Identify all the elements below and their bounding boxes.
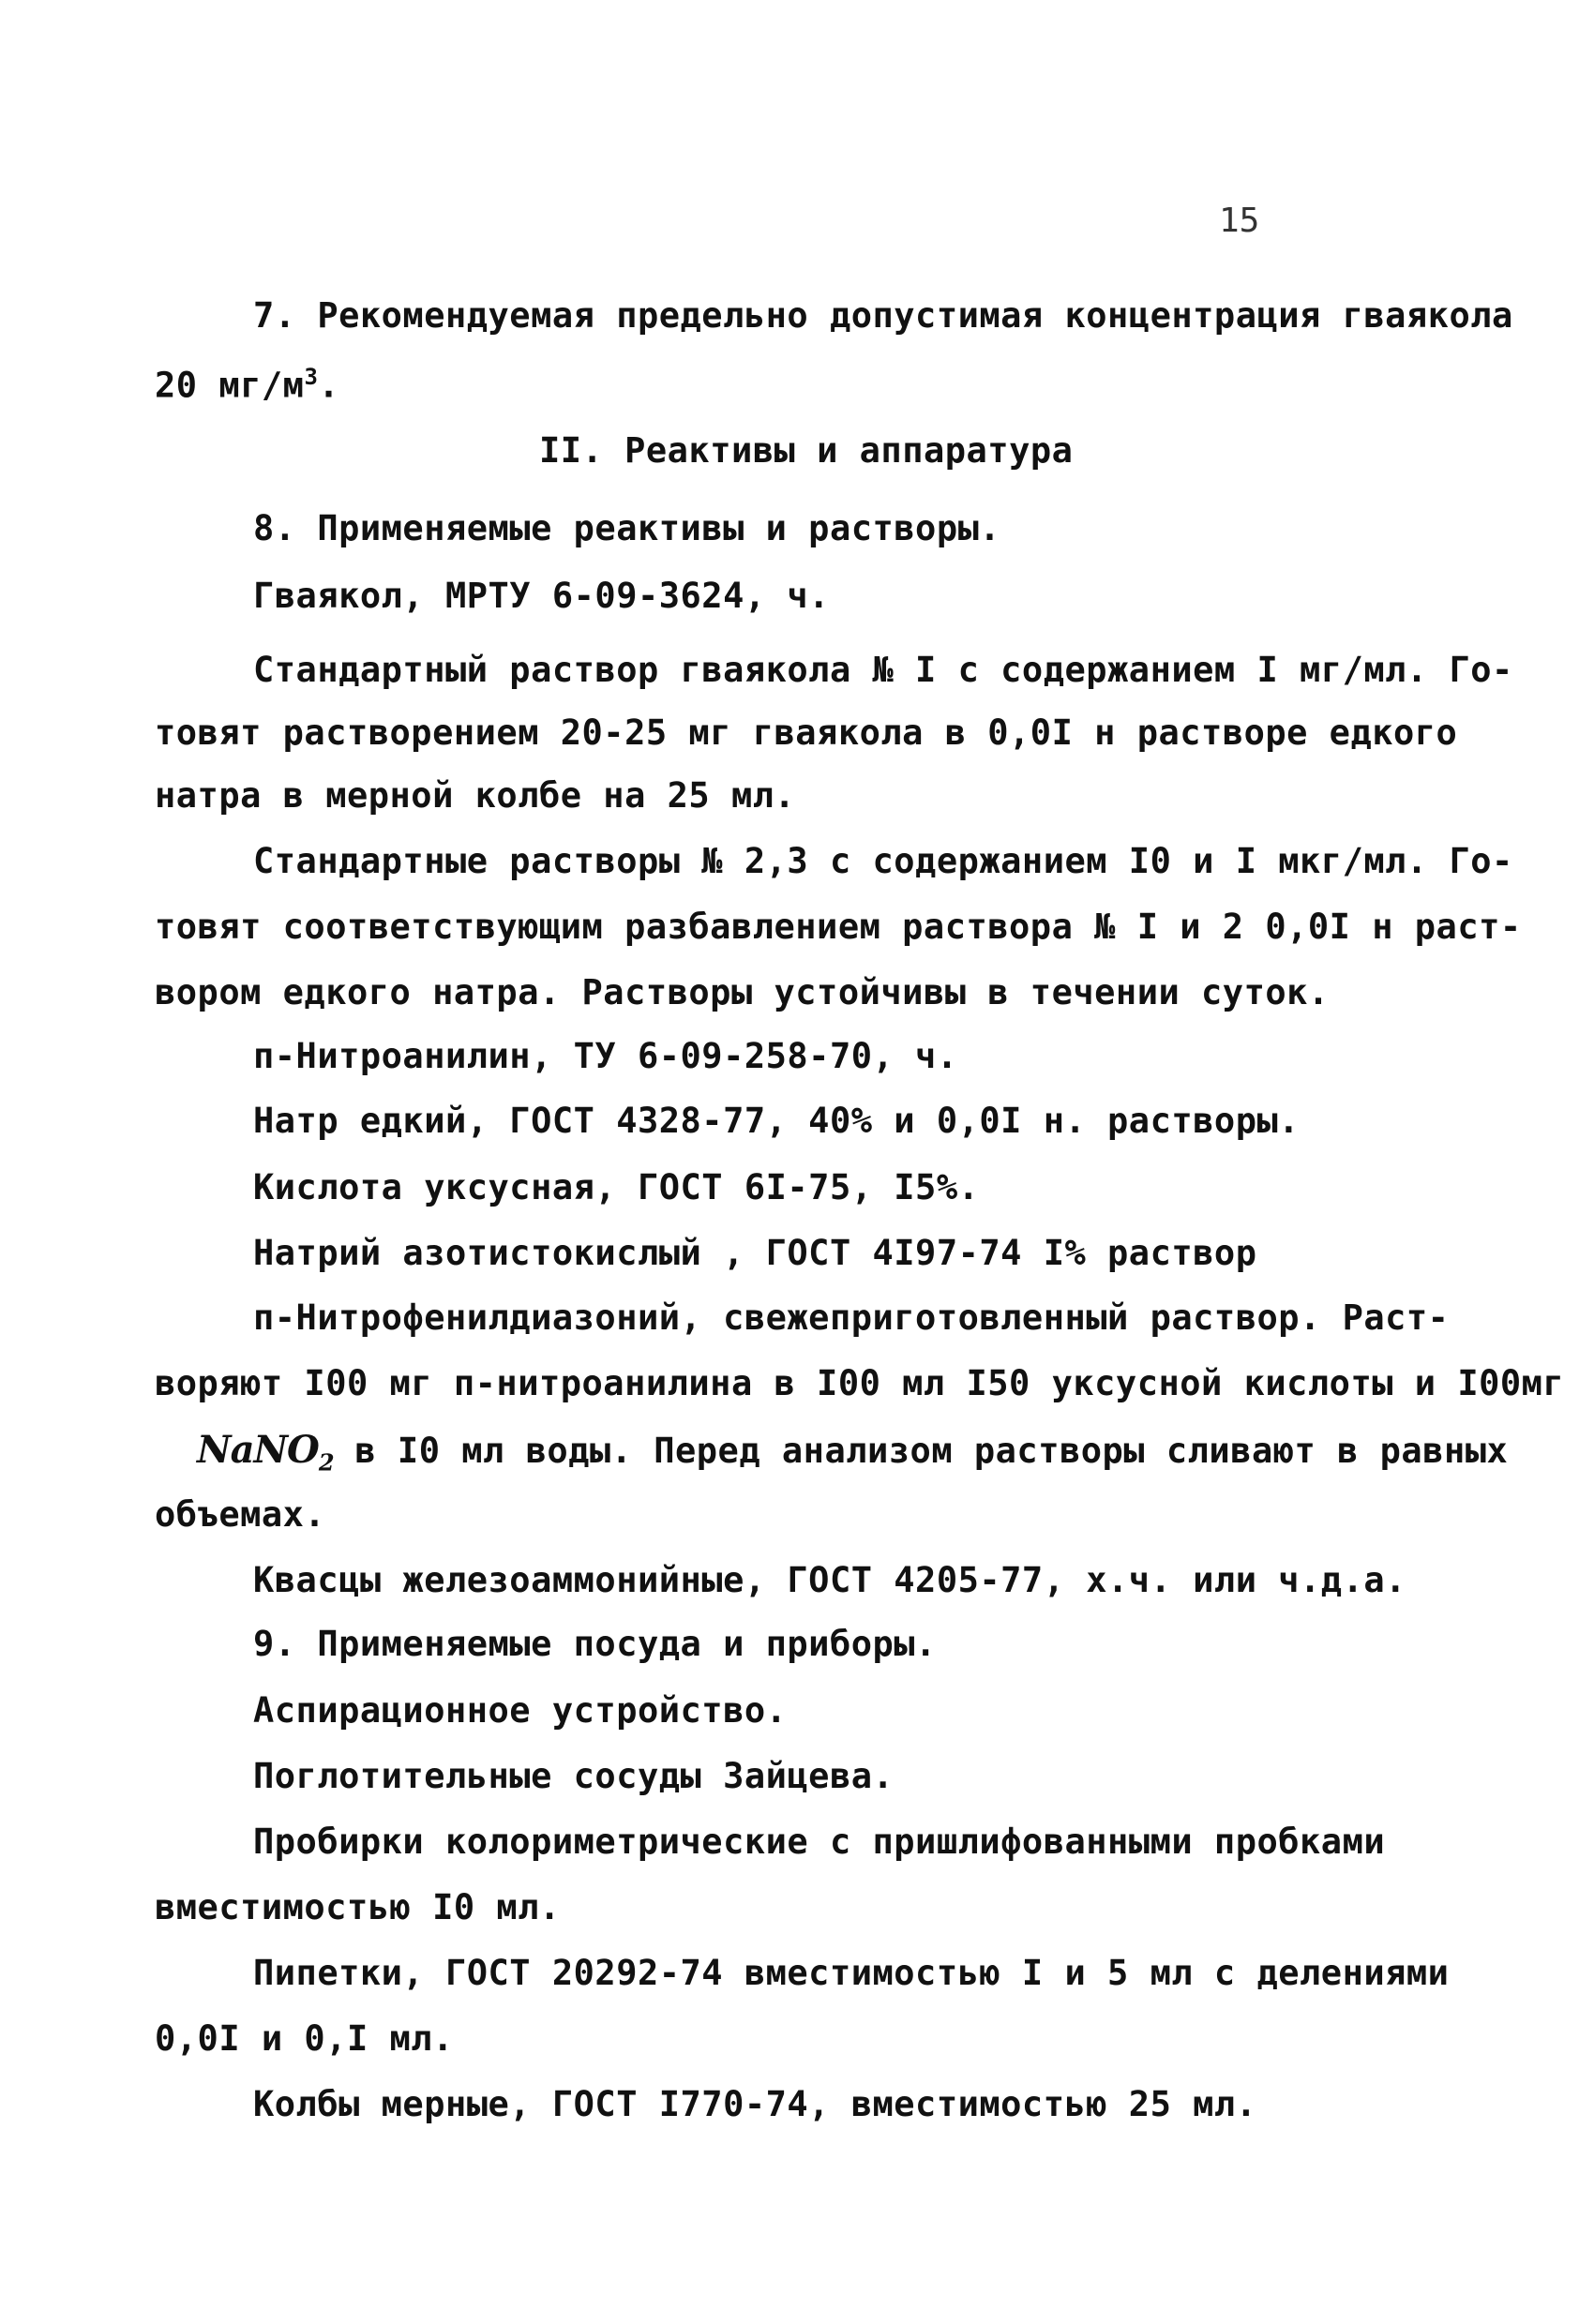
text-line-19: объемах.: [155, 1494, 326, 1535]
section-heading: II. Реактивы и аппаратура: [539, 430, 1074, 471]
formula-subscript: 2: [318, 1448, 334, 1477]
sodium-nitrite-formula: NaNO: [197, 1428, 319, 1472]
text-line-25: вместимостью I0 мл.: [155, 1887, 561, 1927]
text-line-28: Колбы мерные, ГОСТ I770-74, вместимостью 25 мл.: [253, 2084, 1257, 2124]
text-line-17: воряют I00 мг п-нитроанилина в I00 мл I50 уксусной кислоты и I00мг: [155, 1363, 1565, 1403]
concentration-value: 20 мг/м: [155, 365, 305, 406]
text-line-23: Поглотительные сосуды Зайцева.: [253, 1756, 895, 1796]
text-line-12: п-Нитроанилин, ТУ 6-09-258-70, ч.: [253, 1036, 958, 1076]
text-line-14: Кислота уксусная, ГОСТ 6I-75, I5%.: [253, 1167, 980, 1207]
period: .: [318, 365, 340, 406]
text-line-2: [155, 364, 340, 406]
text-line-11: вором едкого натра. Растворы устойчивы в течении суток.: [155, 972, 1330, 1012]
text-line-18: [197, 1428, 1509, 1477]
text-line-4: 8. Применяемые реактивы и растворы.: [253, 508, 1001, 548]
text-line-27: 0,0I и 0,I мл.: [155, 2018, 454, 2059]
text-line-18-rest: в I0 мл воды. Перед анализом растворы сливают в равных: [333, 1431, 1509, 1471]
text-line-22: Аспирационное устройство.: [253, 1690, 788, 1731]
text-line-10: товят соответствующим разбавлением раствора № I и 2 0,0I н раст-: [155, 907, 1522, 947]
text-line-7: товят растворением 20-25 мг гваякола в 0,0I н растворе едкого: [155, 712, 1458, 753]
text-line-1: 7. Рекомендуемая предельно допустимая концентрация гваякола: [253, 295, 1513, 336]
text-line-21: 9. Применяемые посуда и приборы.: [253, 1624, 937, 1664]
text-line-13: Натр едкий, ГОСТ 4328-77, 40% и 0,0I н. растворы.: [253, 1101, 1301, 1141]
page-number: 15: [1219, 202, 1260, 240]
text-line-8: натра в мерной колбе на 25 мл.: [155, 775, 796, 816]
text-line-6: Стандартный раствор гваякола № I с содержанием I мг/мл. Го-: [253, 650, 1513, 690]
text-line-5: Гваякол, МРТУ 6-09-3624, ч.: [253, 576, 830, 616]
text-line-20: Квасцы железоаммонийные, ГОСТ 4205-77, х.ч. или ч.д.а.: [253, 1560, 1406, 1600]
superscript-3: 3: [304, 364, 319, 390]
text-line-24: Пробирки колориметрические с пришлифованными пробками: [253, 1822, 1386, 1862]
text-line-26: Пипетки, ГОСТ 20292-74 вместимостью I и 5 мл с делениями: [253, 1953, 1450, 1993]
text-line-16: п-Нитрофенилдиазоний, свежеприготовленный раствор. Раст-: [253, 1297, 1450, 1338]
text-line-9: Стандартные растворы № 2,3 с содержанием I0 и I мкг/мл. Го-: [253, 841, 1513, 881]
text-line-15: Натрий азотистокислый , ГОСТ 4I97-74 I% раствор: [253, 1233, 1257, 1273]
